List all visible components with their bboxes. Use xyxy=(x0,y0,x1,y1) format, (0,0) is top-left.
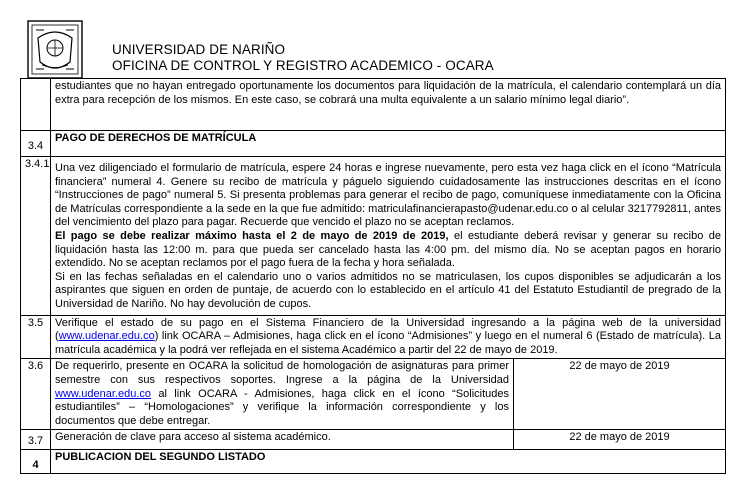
table-row xyxy=(21,450,726,474)
row-number: 4 xyxy=(21,450,51,474)
text-segment: De requerirlo, presente en OCARA la solicitud de homologación de asignaturas para primer semestre con sus respectivos soportes. Ingrese a la página de la Universidad xyxy=(55,360,509,386)
row-number xyxy=(21,79,51,131)
section-title: PAGO DE DERECHOS DE MATRÍCULA xyxy=(51,131,726,157)
text-segment: al link OCARA - Admisiones, haga click en el ícono “Solicitudes estudiantiles” – “Homologaciones” y verifique la información correspondiente y los documentos que debe entregar. xyxy=(55,387,509,427)
table-row xyxy=(21,79,726,131)
table-row xyxy=(21,315,726,359)
text-segment: ) link OCARA – Admisiones, haga click en el ícono “Admisiones” y luego en el numeral 6 (Estado de matrícula). La matrícula académica y la podrá ver reflejada en el sistema Académico a partir del 22 de mayo de 2019. xyxy=(55,330,722,356)
row-number: 3.4.1 xyxy=(21,157,51,316)
payment-instructions: Una vez diligenciado el formulario de matrícula, espere 24 horas e ingrese nuevamente, pero esta vez haga click en el ícono “Matrícula financiera” numeral 4. Genere su recibo de matrícula y páguelo siguiendo cuidadosamente las instrucciones descritas en el ícono “Instrucciones de pago” numeral 5. Si presenta problemas para generar el recibo de pago, comuníquese inmediatamente con la Oficina de Matrículas correspondiente a la sede en la que fue admitido: matriculafinancierapasto@udenar.edu.co o al celular 3217792811, antes del vencimiento del plazo para pagar. Recuerde que vencido el plazo no se aceptan reclamos. xyxy=(55,162,722,229)
payment-deadline xyxy=(55,230,721,271)
row-text xyxy=(51,157,726,316)
section-title: PUBLICACION DEL SEGUNDO LISTADO xyxy=(51,450,726,474)
university-name: UNIVERSIDAD DE NARIÑO xyxy=(112,42,286,57)
row-date: 22 de mayo de 2019 xyxy=(514,430,726,450)
office-name: OFICINA DE CONTROL Y REGISTRO ACADEMICO - OCARA xyxy=(112,58,494,73)
document-header xyxy=(112,42,494,74)
row-number: 3.7 xyxy=(21,430,51,450)
calendar-table xyxy=(20,78,726,474)
deadline-text: el estudiante deberá revisar y generar su recibo de liquidación hasta las 12:00 m. para que pueda ser cancelado hasta las 4:00 pm. del mismo día. No se aceptan pagos en horario extendido. No se aceptan reclamos por el pago fuera de la fecha y hora señalada. xyxy=(55,229,722,270)
row-number: 3.4 xyxy=(21,131,51,157)
row-text: estudiantes que no hayan entregado oportunamente los documentos para liquidación de la matrícula, el calendario contemplará un día extra para recepción de los mismos. En este caso, se cobrará una multa equivalente a un salario mínimo legal diario”. xyxy=(51,79,726,131)
row-number: 3.6 xyxy=(21,359,51,430)
text-segment: Verifique el estado de su pago en el Sistema Financiero de la Universidad ingresando a la página web de la universidad ( xyxy=(55,316,722,343)
row-number: 3.5 xyxy=(21,315,51,359)
table-row xyxy=(21,430,726,450)
table-row xyxy=(21,131,726,157)
udenar-link[interactable]: www.udenar.edu.co xyxy=(55,387,152,400)
university-seal-icon xyxy=(24,18,86,82)
row-text xyxy=(51,359,514,430)
table-row xyxy=(21,157,726,316)
table-row xyxy=(21,359,726,430)
row-text: Generación de clave para acceso al sistema académico. xyxy=(51,430,514,450)
quota-note: Si en las fechas señaladas en el calendario uno o varios admitidos no se matriculasen, los cupos disponibles se adjudicarán a los aspirantes que siguen en orden de puntaje, de acuerdo con lo establecido en el artículo 41 del Estatuto Estudiantil de pregrado de la Universidad de Nariño. No hay devolución de cupos. xyxy=(55,270,722,310)
row-date: 22 de mayo de 2019 xyxy=(514,359,726,430)
udenar-link[interactable]: www.udenar.edu.co xyxy=(58,330,155,343)
deadline-bold: El pago se debe realizar máximo hasta el 2 de mayo de 2019 de 2019, xyxy=(55,229,449,242)
row-text xyxy=(51,315,726,359)
